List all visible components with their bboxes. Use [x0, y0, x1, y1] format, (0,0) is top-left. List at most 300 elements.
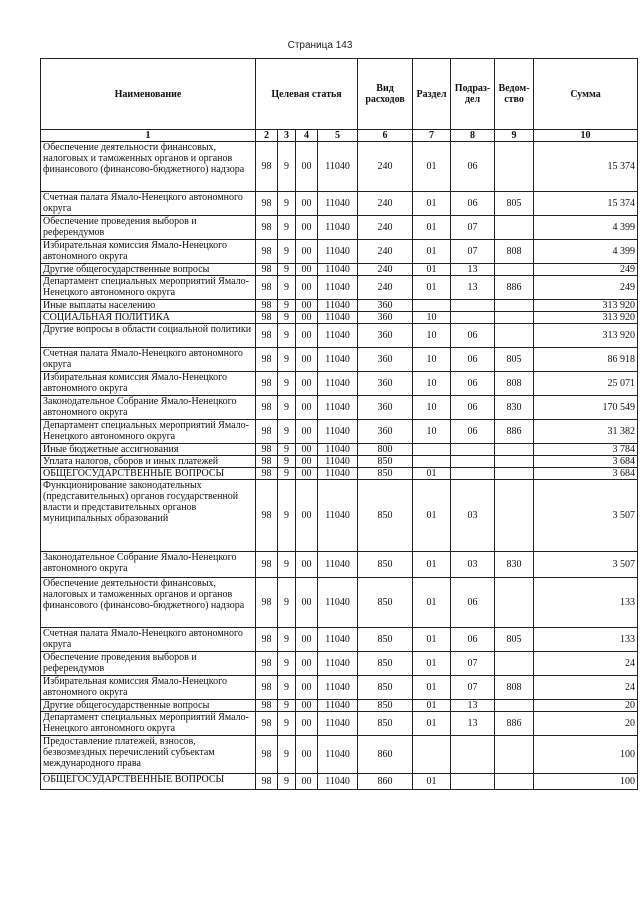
- table-row: [41, 676, 638, 700]
- podrazdel-cell: 06: [451, 396, 495, 420]
- target-part-1: 98: [256, 142, 278, 192]
- row-name: Обеспечение проведения выборов и референдумов: [41, 216, 256, 240]
- row-name: Счетная палата Ямало-Ненецкого автономного округа: [41, 192, 256, 216]
- table-row: [41, 712, 638, 736]
- table-row: [41, 324, 638, 348]
- vid-cell: 850: [358, 676, 413, 700]
- target-part-2: 9: [278, 324, 296, 348]
- vid-cell: 850: [358, 480, 413, 552]
- sum-cell: 3 784: [534, 444, 638, 456]
- target-part-1: 98: [256, 578, 278, 628]
- podrazdel-cell: 13: [451, 264, 495, 276]
- razdel-cell: 01: [413, 676, 451, 700]
- target-part-2: 9: [278, 264, 296, 276]
- row-name: Избирательная комиссия Ямало-Ненецкого автономного округа: [41, 240, 256, 264]
- target-part-4: 11040: [318, 444, 358, 456]
- razdel-cell: 01: [413, 712, 451, 736]
- target-part-3: 00: [296, 712, 318, 736]
- row-name: Предоставление платежей, взносов, безвозмездных перечислений субъектам международного права: [41, 736, 256, 774]
- razdel-cell: 10: [413, 396, 451, 420]
- target-part-3: 00: [296, 324, 318, 348]
- vid-cell: 240: [358, 264, 413, 276]
- target-part-4: 11040: [318, 652, 358, 676]
- table-row: [41, 396, 638, 420]
- sum-cell: 100: [534, 774, 638, 790]
- podrazdel-cell: 07: [451, 676, 495, 700]
- target-part-4: 11040: [318, 192, 358, 216]
- sum-cell: 20: [534, 700, 638, 712]
- sum-cell: 3 684: [534, 456, 638, 468]
- target-part-4: 11040: [318, 264, 358, 276]
- target-part-3: 00: [296, 456, 318, 468]
- row-name: Иные выплаты населению: [41, 300, 256, 312]
- target-part-3: 00: [296, 300, 318, 312]
- row-name: ОБЩЕГОСУДАРСТВЕННЫЕ ВОПРОСЫ: [41, 774, 256, 790]
- razdel-cell: 01: [413, 264, 451, 276]
- row-name: Департамент специальных мероприятий Ямало-Ненецкого автономного округа: [41, 420, 256, 444]
- podrazdel-cell: 06: [451, 324, 495, 348]
- target-part-3: 00: [296, 700, 318, 712]
- target-part-3: 00: [296, 348, 318, 372]
- target-part-4: 11040: [318, 396, 358, 420]
- podrazdel-cell: [451, 300, 495, 312]
- table-body: [41, 142, 638, 790]
- row-name: Департамент специальных мероприятий Ямало-Ненецкого автономного округа: [41, 276, 256, 300]
- col-number: 1: [41, 130, 256, 142]
- vid-cell: 360: [358, 324, 413, 348]
- vid-cell: 360: [358, 348, 413, 372]
- target-part-3: 00: [296, 276, 318, 300]
- vid-cell: 850: [358, 456, 413, 468]
- row-name: Счетная палата Ямало-Ненецкого автономного округа: [41, 348, 256, 372]
- razdel-cell: 01: [413, 276, 451, 300]
- sum-cell: 20: [534, 712, 638, 736]
- target-part-1: 98: [256, 700, 278, 712]
- vedomstvo-cell: 886: [495, 712, 534, 736]
- row-name: СОЦИАЛЬНАЯ ПОЛИТИКА: [41, 312, 256, 324]
- sum-cell: 313 920: [534, 324, 638, 348]
- target-part-2: 9: [278, 774, 296, 790]
- row-name: Другие общегосударственные вопросы: [41, 700, 256, 712]
- target-part-2: 9: [278, 628, 296, 652]
- target-part-1: 98: [256, 276, 278, 300]
- razdel-cell: 01: [413, 480, 451, 552]
- sum-cell: 313 920: [534, 312, 638, 324]
- sum-cell: 170 549: [534, 396, 638, 420]
- target-part-1: 98: [256, 264, 278, 276]
- razdel-cell: 01: [413, 552, 451, 578]
- podrazdel-cell: [451, 774, 495, 790]
- header-row: [41, 59, 638, 130]
- sum-cell: 100: [534, 736, 638, 774]
- sum-cell: 4 399: [534, 240, 638, 264]
- sum-cell: 133: [534, 628, 638, 652]
- podrazdel-cell: 07: [451, 216, 495, 240]
- row-name: Другие вопросы в области социальной политики: [41, 324, 256, 348]
- target-part-4: 11040: [318, 312, 358, 324]
- razdel-cell: 01: [413, 142, 451, 192]
- razdel-cell: [413, 736, 451, 774]
- table-row: [41, 300, 638, 312]
- razdel-cell: 01: [413, 578, 451, 628]
- vid-cell: 800: [358, 444, 413, 456]
- sum-cell: 24: [534, 652, 638, 676]
- target-part-1: 98: [256, 216, 278, 240]
- podrazdel-cell: 07: [451, 240, 495, 264]
- header-vedomstvo: Ведом- ство: [495, 59, 534, 130]
- target-part-1: 98: [256, 420, 278, 444]
- target-part-2: 9: [278, 552, 296, 578]
- target-part-3: 00: [296, 444, 318, 456]
- vedomstvo-cell: [495, 300, 534, 312]
- target-part-1: 98: [256, 480, 278, 552]
- target-part-3: 00: [296, 468, 318, 480]
- target-part-3: 00: [296, 192, 318, 216]
- target-part-1: 98: [256, 192, 278, 216]
- vedomstvo-cell: [495, 312, 534, 324]
- target-part-2: 9: [278, 456, 296, 468]
- target-part-2: 9: [278, 348, 296, 372]
- vid-cell: 240: [358, 240, 413, 264]
- razdel-cell: [413, 300, 451, 312]
- podrazdel-cell: 03: [451, 552, 495, 578]
- target-part-1: 98: [256, 300, 278, 312]
- table-row: [41, 312, 638, 324]
- vedomstvo-cell: [495, 480, 534, 552]
- target-part-3: 00: [296, 216, 318, 240]
- target-part-1: 98: [256, 552, 278, 578]
- target-part-1: 98: [256, 372, 278, 396]
- target-part-3: 00: [296, 676, 318, 700]
- vedomstvo-cell: [495, 736, 534, 774]
- razdel-cell: 10: [413, 348, 451, 372]
- razdel-cell: 01: [413, 774, 451, 790]
- target-part-1: 98: [256, 324, 278, 348]
- col-number: 10: [534, 130, 638, 142]
- target-part-3: 00: [296, 652, 318, 676]
- vid-cell: 240: [358, 192, 413, 216]
- row-name: ОБЩЕГОСУДАРСТВЕННЫЕ ВОПРОСЫ: [41, 468, 256, 480]
- target-part-4: 11040: [318, 676, 358, 700]
- razdel-cell: 01: [413, 628, 451, 652]
- target-part-3: 00: [296, 480, 318, 552]
- header-name: Наименование: [41, 59, 256, 130]
- col-number: 4: [296, 130, 318, 142]
- target-part-2: 9: [278, 372, 296, 396]
- table-row: [41, 552, 638, 578]
- target-part-2: 9: [278, 700, 296, 712]
- vid-cell: 360: [358, 300, 413, 312]
- target-part-3: 00: [296, 552, 318, 578]
- target-part-4: 11040: [318, 712, 358, 736]
- target-part-2: 9: [278, 142, 296, 192]
- sum-cell: 249: [534, 276, 638, 300]
- target-part-1: 98: [256, 736, 278, 774]
- target-part-4: 11040: [318, 420, 358, 444]
- target-part-4: 11040: [318, 468, 358, 480]
- vid-cell: 860: [358, 736, 413, 774]
- vedomstvo-cell: 886: [495, 276, 534, 300]
- col-number: 9: [495, 130, 534, 142]
- vedomstvo-cell: [495, 652, 534, 676]
- target-part-3: 00: [296, 578, 318, 628]
- vedomstvo-cell: 808: [495, 240, 534, 264]
- razdel-cell: 01: [413, 652, 451, 676]
- table-row: [41, 578, 638, 628]
- vedomstvo-cell: 886: [495, 420, 534, 444]
- vedomstvo-cell: 830: [495, 396, 534, 420]
- table-row: [41, 480, 638, 552]
- vid-cell: 850: [358, 578, 413, 628]
- table-row: [41, 444, 638, 456]
- row-name: Департамент специальных мероприятий Ямало-Ненецкого автономного округа: [41, 712, 256, 736]
- target-part-2: 9: [278, 312, 296, 324]
- target-part-4: 11040: [318, 276, 358, 300]
- target-part-1: 98: [256, 456, 278, 468]
- row-name: Иные бюджетные ассигнования: [41, 444, 256, 456]
- row-name: Функционирование законодательных (представительных) органов государственной власти и представительных органов муниципальных образований: [41, 480, 256, 552]
- target-part-1: 98: [256, 312, 278, 324]
- target-part-4: 11040: [318, 736, 358, 774]
- col-number: 3: [278, 130, 296, 142]
- vedomstvo-cell: 805: [495, 628, 534, 652]
- razdel-cell: 01: [413, 468, 451, 480]
- target-part-2: 9: [278, 712, 296, 736]
- sum-cell: 249: [534, 264, 638, 276]
- sum-cell: 15 374: [534, 192, 638, 216]
- sum-cell: 24: [534, 676, 638, 700]
- table-row: [41, 192, 638, 216]
- target-part-3: 00: [296, 264, 318, 276]
- podrazdel-cell: [451, 468, 495, 480]
- table-row: [41, 276, 638, 300]
- table-row: [41, 456, 638, 468]
- col-number: 6: [358, 130, 413, 142]
- podrazdel-cell: [451, 312, 495, 324]
- razdel-cell: 01: [413, 192, 451, 216]
- table-row: [41, 774, 638, 790]
- budget-table: [40, 58, 638, 790]
- vid-cell: 850: [358, 552, 413, 578]
- sum-cell: 133: [534, 578, 638, 628]
- target-part-2: 9: [278, 240, 296, 264]
- table-row: [41, 628, 638, 652]
- target-part-1: 98: [256, 676, 278, 700]
- table-row: [41, 700, 638, 712]
- header-target: Целевая статья: [256, 59, 358, 130]
- razdel-cell: 01: [413, 216, 451, 240]
- vid-cell: 360: [358, 420, 413, 444]
- row-name: Избирательная комиссия Ямало-Ненецкого автономного округа: [41, 676, 256, 700]
- row-name: Другие общегосударственные вопросы: [41, 264, 256, 276]
- razdel-cell: [413, 456, 451, 468]
- vid-cell: 860: [358, 774, 413, 790]
- target-part-3: 00: [296, 372, 318, 396]
- target-part-4: 11040: [318, 456, 358, 468]
- podrazdel-cell: 13: [451, 276, 495, 300]
- podrazdel-cell: 06: [451, 628, 495, 652]
- vedomstvo-cell: [495, 578, 534, 628]
- target-part-4: 11040: [318, 300, 358, 312]
- target-part-3: 00: [296, 240, 318, 264]
- podrazdel-cell: 03: [451, 480, 495, 552]
- target-part-2: 9: [278, 192, 296, 216]
- col-number: 7: [413, 130, 451, 142]
- col-number: 8: [451, 130, 495, 142]
- target-part-1: 98: [256, 652, 278, 676]
- table-row: [41, 348, 638, 372]
- podrazdel-cell: 13: [451, 712, 495, 736]
- target-part-4: 11040: [318, 700, 358, 712]
- vid-cell: 850: [358, 712, 413, 736]
- vedomstvo-cell: [495, 700, 534, 712]
- vid-cell: 850: [358, 700, 413, 712]
- row-name: Уплата налогов, сборов и иных платежей: [41, 456, 256, 468]
- podrazdel-cell: 06: [451, 372, 495, 396]
- target-part-3: 00: [296, 142, 318, 192]
- header-vid: Вид расходов: [358, 59, 413, 130]
- vid-cell: 240: [358, 276, 413, 300]
- razdel-cell: 10: [413, 312, 451, 324]
- vedomstvo-cell: 805: [495, 192, 534, 216]
- target-part-4: 11040: [318, 348, 358, 372]
- table-row: [41, 216, 638, 240]
- target-part-4: 11040: [318, 142, 358, 192]
- razdel-cell: 01: [413, 700, 451, 712]
- vedomstvo-cell: [495, 468, 534, 480]
- sum-cell: 3 507: [534, 480, 638, 552]
- target-part-1: 98: [256, 396, 278, 420]
- podrazdel-cell: [451, 444, 495, 456]
- sum-cell: 25 071: [534, 372, 638, 396]
- target-part-1: 98: [256, 628, 278, 652]
- podrazdel-cell: 06: [451, 348, 495, 372]
- column-number-row: [41, 130, 638, 142]
- table-row: [41, 264, 638, 276]
- target-part-2: 9: [278, 736, 296, 774]
- vid-cell: 240: [358, 216, 413, 240]
- row-name: Обеспечение деятельности финансовых, налоговых и таможенных органов и органов финансового (финансово-бюджетного) надзора: [41, 578, 256, 628]
- target-part-4: 11040: [318, 552, 358, 578]
- vedomstvo-cell: [495, 264, 534, 276]
- vedomstvo-cell: [495, 324, 534, 348]
- row-name: Обеспечение деятельности финансовых, налоговых и таможенных органов и органов финансового (финансово-бюджетного) надзора: [41, 142, 256, 192]
- target-part-2: 9: [278, 300, 296, 312]
- table-row: [41, 240, 638, 264]
- target-part-1: 98: [256, 240, 278, 264]
- target-part-4: 11040: [318, 480, 358, 552]
- podrazdel-cell: [451, 736, 495, 774]
- razdel-cell: 10: [413, 372, 451, 396]
- target-part-3: 00: [296, 736, 318, 774]
- podrazdel-cell: 07: [451, 652, 495, 676]
- table-row: [41, 736, 638, 774]
- target-part-1: 98: [256, 774, 278, 790]
- razdel-cell: 01: [413, 240, 451, 264]
- sum-cell: 3 507: [534, 552, 638, 578]
- col-number: 5: [318, 130, 358, 142]
- podrazdel-cell: [451, 456, 495, 468]
- target-part-1: 98: [256, 468, 278, 480]
- vedomstvo-cell: 808: [495, 676, 534, 700]
- target-part-2: 9: [278, 480, 296, 552]
- vedomstvo-cell: [495, 774, 534, 790]
- target-part-1: 98: [256, 444, 278, 456]
- table-row: [41, 652, 638, 676]
- target-part-4: 11040: [318, 774, 358, 790]
- header-podrazdel: Подраз- дел: [451, 59, 495, 130]
- sum-cell: 4 399: [534, 216, 638, 240]
- vedomstvo-cell: 830: [495, 552, 534, 578]
- page-header: Страница 143: [287, 40, 353, 51]
- vedomstvo-cell: 805: [495, 348, 534, 372]
- target-part-1: 98: [256, 348, 278, 372]
- vid-cell: 240: [358, 142, 413, 192]
- vid-cell: 360: [358, 396, 413, 420]
- sum-cell: 86 918: [534, 348, 638, 372]
- vid-cell: 850: [358, 652, 413, 676]
- col-number: 2: [256, 130, 278, 142]
- target-part-2: 9: [278, 276, 296, 300]
- podrazdel-cell: 13: [451, 700, 495, 712]
- podrazdel-cell: 06: [451, 578, 495, 628]
- vid-cell: 360: [358, 312, 413, 324]
- target-part-2: 9: [278, 676, 296, 700]
- sum-cell: 31 382: [534, 420, 638, 444]
- target-part-4: 11040: [318, 578, 358, 628]
- target-part-2: 9: [278, 396, 296, 420]
- vid-cell: 850: [358, 468, 413, 480]
- vid-cell: 360: [358, 372, 413, 396]
- podrazdel-cell: 06: [451, 420, 495, 444]
- header-summa: Сумма: [534, 59, 638, 130]
- razdel-cell: [413, 444, 451, 456]
- table-row: [41, 420, 638, 444]
- row-name: Законодательное Собрание Ямало-Ненецкого автономного округа: [41, 396, 256, 420]
- sum-cell: 15 374: [534, 142, 638, 192]
- target-part-3: 00: [296, 312, 318, 324]
- sum-cell: 3 684: [534, 468, 638, 480]
- target-part-1: 98: [256, 712, 278, 736]
- row-name: Счетная палата Ямало-Ненецкого автономного округа: [41, 628, 256, 652]
- vedomstvo-cell: [495, 142, 534, 192]
- target-part-4: 11040: [318, 240, 358, 264]
- target-part-2: 9: [278, 420, 296, 444]
- target-part-3: 00: [296, 420, 318, 444]
- razdel-cell: 10: [413, 420, 451, 444]
- target-part-3: 00: [296, 628, 318, 652]
- target-part-3: 00: [296, 396, 318, 420]
- target-part-4: 11040: [318, 216, 358, 240]
- target-part-2: 9: [278, 444, 296, 456]
- vedomstvo-cell: 808: [495, 372, 534, 396]
- table-row: [41, 468, 638, 480]
- table-row: [41, 372, 638, 396]
- row-name: Законодательное Собрание Ямало-Ненецкого автономного округа: [41, 552, 256, 578]
- target-part-2: 9: [278, 578, 296, 628]
- target-part-2: 9: [278, 468, 296, 480]
- target-part-2: 9: [278, 652, 296, 676]
- podrazdel-cell: 06: [451, 192, 495, 216]
- row-name: Избирательная комиссия Ямало-Ненецкого автономного округа: [41, 372, 256, 396]
- podrazdel-cell: 06: [451, 142, 495, 192]
- header-razdel: Раздел: [413, 59, 451, 130]
- vedomstvo-cell: [495, 456, 534, 468]
- row-name: Обеспечение проведения выборов и референдумов: [41, 652, 256, 676]
- vid-cell: 850: [358, 628, 413, 652]
- target-part-4: 11040: [318, 628, 358, 652]
- vedomstvo-cell: [495, 216, 534, 240]
